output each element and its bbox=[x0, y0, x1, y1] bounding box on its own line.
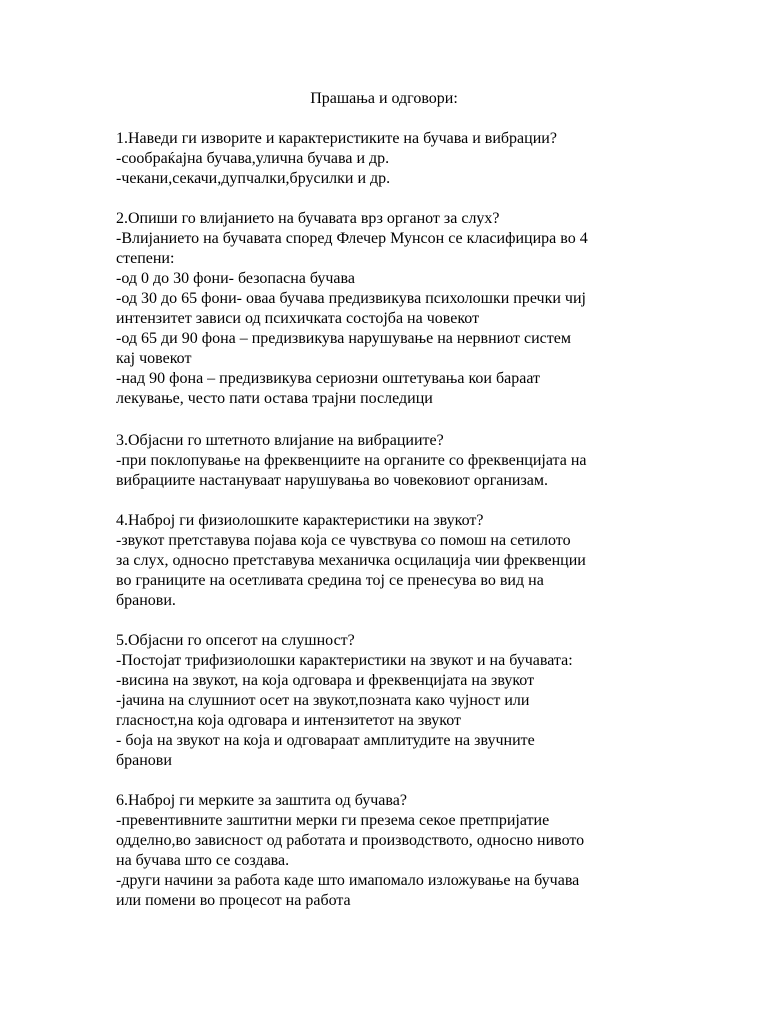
answer-line: -превентивните заштитни мерки ги презема секое претпријатие bbox=[116, 812, 550, 829]
answer-line: -над 90 фона – предизвикува сериозни оштетувања кои бараат bbox=[116, 370, 541, 387]
answer-line: кај човекот bbox=[116, 350, 192, 367]
answer-line: интензитет зависи од психичката состојба на човекот bbox=[116, 310, 480, 327]
answer-line: лекување, често пати остава трајни последици bbox=[116, 390, 433, 407]
answer-line: -Влијанието на бучавата според Флечер Мунсон се класифицира во 4 bbox=[116, 230, 588, 247]
question-4: 4.Наброј ги физиолошките карактеристики на звукот? bbox=[116, 512, 484, 529]
qa-section-4 bbox=[116, 511, 676, 611]
qa-section-1 bbox=[116, 129, 676, 189]
question-6: 6.Наброј ги мерките за заштита од бучава? bbox=[116, 792, 407, 809]
answer-line: -звукот претставува појава која се чувствува со помош на сетилото bbox=[116, 532, 571, 549]
page-title: Прашања и одговори: bbox=[310, 90, 458, 107]
question-2: 2.Опиши го влијанието на бучавата врз органот за слух? bbox=[116, 210, 500, 227]
answer-line: -сообраќајна бучава,улична бучава и др. bbox=[116, 150, 390, 167]
answer-line: гласност,на која одговара и интензитетот на звукот bbox=[116, 712, 461, 729]
answer-line: -Постојат трифизиолошки карактеристики на звукот и на бучавата: bbox=[116, 652, 573, 669]
answer-line: -од 0 до 30 фони- безопасна бучава bbox=[116, 270, 355, 287]
answer-line: на бучава што се создава. bbox=[116, 852, 290, 869]
answer-line: бранови bbox=[116, 752, 172, 769]
answer-line: за слух, односно претставува механичка осцилација чии фреквенции bbox=[116, 552, 586, 569]
question-3: 3.Објасни го штетното влијание на вибрациите? bbox=[116, 432, 444, 449]
answer-line: или помени во процесот на работа bbox=[116, 892, 351, 909]
answer-line: вибрациите настануваат нарушувања во човековиот организам. bbox=[116, 472, 549, 489]
answer-line: -чекани,секачи,дупчалки,брусилки и др. bbox=[116, 170, 391, 187]
qa-section-3 bbox=[116, 431, 676, 491]
answer-line: -при поклопување на фреквенциите на органите со фреквенцијата на bbox=[116, 452, 587, 469]
question-1: 1.Наведи ги изворите и карактеристиките на бучава и вибрации? bbox=[116, 130, 557, 147]
answer-line: во границите на осетливата средина тој се пренесува во вид на bbox=[116, 572, 544, 589]
qa-section-6 bbox=[116, 791, 676, 911]
question-5: 5.Објасни го опсегот на слушност? bbox=[116, 632, 355, 649]
answer-line: -јачина на слушниот осет на звукот,позната како чујност или bbox=[116, 692, 530, 709]
qa-section-2 bbox=[116, 209, 676, 409]
qa-section-5 bbox=[116, 631, 676, 771]
answer-line: бранови. bbox=[116, 592, 176, 609]
answer-line: -од 65 ди 90 фона – предизвикува нарушување на нервниот систем bbox=[116, 330, 571, 347]
answer-line: одделно,во зависност од работата и производството, односно нивото bbox=[116, 832, 585, 849]
answer-line: -висина на звукот, на која одговара и фреквенцијата на звукот bbox=[116, 672, 535, 689]
answer-line: -други начини за работа каде што имапомало изложување на бучава bbox=[116, 872, 580, 889]
answer-line: - боја на звукот на која и одговараат амплитудите на звучните bbox=[116, 732, 535, 749]
answer-line: -од 30 до 65 фони- оваа бучава предизвикува психолошки пречки чиј bbox=[116, 290, 586, 307]
answer-line: степени: bbox=[116, 250, 175, 267]
